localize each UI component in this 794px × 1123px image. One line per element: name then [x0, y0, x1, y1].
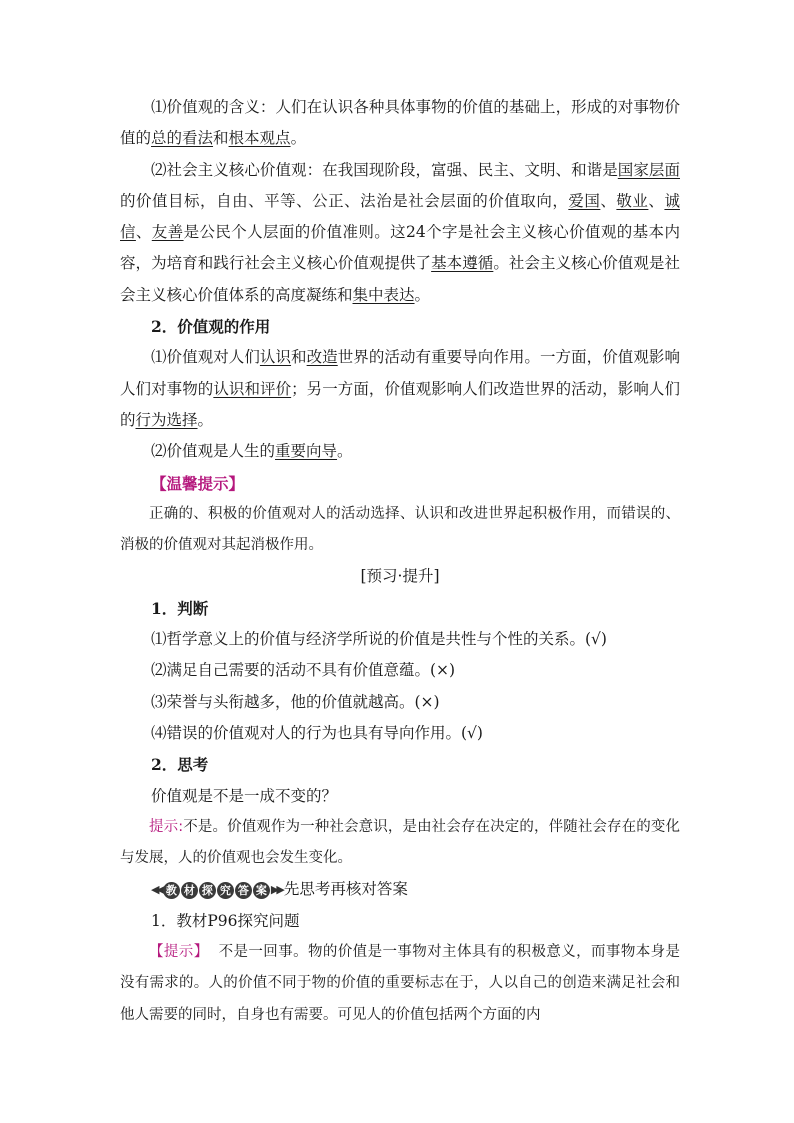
underlined-term: 国家层面 — [617, 160, 680, 179]
core-values-paragraph — [120, 155, 680, 311]
text-run: ⑴价值观对人们 — [151, 348, 260, 367]
text-run: 和 — [213, 129, 229, 148]
text-run: ⑵社会主义核心价值观：在我国现阶段，富强、民主、文明、和谐是 — [151, 160, 618, 179]
banner-badge — [151, 874, 282, 905]
definition-paragraph — [120, 92, 680, 155]
tip-label: 【温馨提示】 — [151, 473, 245, 493]
underlined-term: 改造 — [306, 348, 338, 367]
judge-item: ⑶荣誉与头衔越多，他的价值就越高。(×) — [151, 692, 440, 711]
underlined-term: 认识和评价 — [213, 379, 292, 398]
hint-label: 【提示】 — [149, 944, 209, 961]
banner-chip: 探 — [199, 882, 216, 899]
double-right-arrow-icon: ▶▶ — [270, 883, 282, 897]
underlined-term: 诚信 — [120, 191, 680, 242]
answer-banner — [120, 874, 680, 905]
text-run: 。 — [414, 285, 431, 304]
textbook-heading: 1．教材P96探究问题 — [151, 911, 300, 930]
text-run: 世界的活动有重要导向作用。一方面，价值观影响人们对事物的 — [120, 348, 680, 398]
text-run: 。 — [197, 410, 214, 429]
banner-chip: 答 — [235, 882, 252, 899]
banner-chip: 材 — [181, 882, 198, 899]
think-heading: 2．思考 — [151, 755, 209, 775]
section-heading: 2．价值观的作用 — [151, 317, 271, 337]
text-run: 。 — [290, 129, 307, 148]
underlined-term: 爱国 — [568, 191, 601, 210]
judge-heading: 1．判断 — [151, 598, 209, 618]
guide-paragraph — [120, 436, 680, 467]
text-run: 、 — [648, 191, 665, 210]
judge-item: ⑴哲学意义上的价值与经济学所说的价值是共性与个性的关系。(√) — [151, 630, 607, 649]
underlined-term: 认识 — [259, 348, 292, 367]
banner-chip: 案 — [253, 882, 270, 899]
answer-text: 不是。价值观作为一种社会意识，是由社会存在决定的，伴随社会存在的变化与发展，人的价值观也会发生变化。 — [120, 818, 681, 867]
underlined-term: 友善 — [151, 223, 184, 242]
underlined-term: 敬业 — [616, 191, 649, 210]
text-run: 、 — [600, 191, 617, 210]
underlined-term: 总的看法 — [151, 129, 214, 148]
answer-text: 不是一回事。物的价值是一事物对主体具有的积极意义，而事物本身是没有需求的。人的价值不同于物的价值的重要标志在于，人以自己的创造来满足社会和他人需要的同时，自身也有需要。可见人的价值包括两个方面的内 — [120, 944, 681, 1023]
underlined-term: 根本观点 — [228, 129, 291, 148]
text-run: ⑵价值观是人生的 — [151, 442, 276, 461]
document-page — [120, 92, 680, 1031]
double-left-arrow-icon: ◀◀ — [151, 883, 162, 897]
banner-text: 先思考再核对答案 — [283, 880, 408, 899]
think-answer — [120, 812, 680, 875]
text-run: ；另一方面，价值观影响人们改造世界的活动，影响人们的 — [120, 379, 680, 429]
underlined-term: 行为选择 — [135, 410, 198, 429]
underlined-term: 基本遵循 — [431, 254, 494, 273]
text-run: 是公民个人层面的价值准则。这24个字是社会主义核心价值观的基本内容，为培育和践行社会主义核心价值观提供了 — [120, 223, 680, 273]
underlined-term: 集中表达 — [352, 285, 415, 304]
hint-label: 提示: — [149, 818, 184, 835]
guidance-paragraph — [120, 342, 680, 436]
text-run: 。社会主义核心价值观是社会主义核心价值体系的高度凝练和 — [120, 254, 680, 304]
textbook-answer — [120, 937, 680, 1031]
underlined-term: 重要向导 — [275, 442, 338, 461]
text-run: 和 — [291, 348, 307, 367]
text-run: 的价值目标，自由、平等、公正、法治是社会层面的价值取向， — [120, 191, 569, 210]
text-run: 、 — [135, 223, 152, 242]
banner-chip: 教 — [163, 882, 180, 899]
think-question: 价值观是不是一成不变的？ — [151, 786, 338, 805]
banner-chip: 究 — [217, 882, 234, 899]
tip-text: 正确的、积极的价值观对人的活动选择、认识和改进世界起积极作用，而错误的、消极的价值观对其起消极作用。 — [120, 505, 680, 554]
section-title: [预习·提升] — [360, 567, 440, 586]
text-run: ⑴价值观的含义：人们在认识各种具体事物的价值的基础上，形成的对事物价值的 — [120, 98, 680, 148]
text-run: 。 — [337, 442, 353, 461]
judge-item: ⑵满足自己需要的活动不具有价值意蕴。(×) — [151, 661, 456, 680]
judge-item: ⑷错误的价值观对人的行为也具有导向作用。(√) — [151, 723, 483, 742]
